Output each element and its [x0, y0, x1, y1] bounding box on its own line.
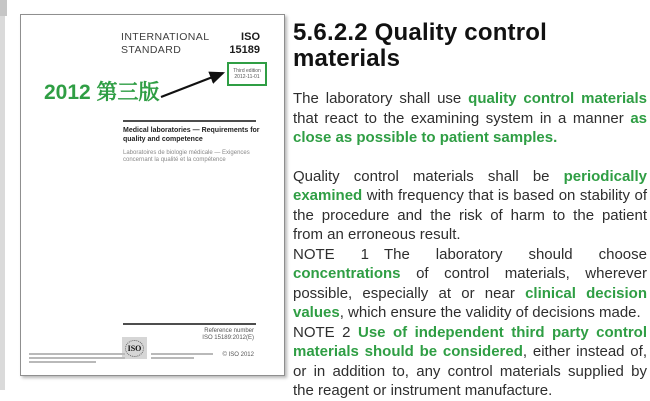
cover-header-line2: STANDARD: [121, 44, 182, 56]
paragraph-2: Quality control materials shall be periodically examined with frequency that is based on stability of the procedure and the risk of harm to the patient from an erroneous result.: [293, 167, 647, 243]
standard-number: 15189: [229, 44, 260, 56]
article-column: [293, 12, 647, 401]
paragraph-1: The laboratory shall use quality control materials that react to the examining system in a manner as close as possible to patient samples.: [293, 90, 647, 146]
iso-cover-page: [20, 14, 285, 376]
edition-box: [227, 62, 267, 86]
fineprint-line: [151, 357, 194, 359]
publisher-fineprint-placeholder: [151, 353, 213, 361]
iso-number-label: [229, 31, 260, 57]
cover-header-line1: INTERNATIONAL: [121, 31, 210, 43]
international-standard-label: [121, 31, 209, 57]
corner-fineprint-placeholder: [29, 353, 125, 365]
arrow-icon: [159, 67, 231, 101]
section-heading: 5.6.2.2 Quality control materials: [293, 19, 548, 72]
iso-logo: [122, 337, 147, 359]
paragraph-note-1: NOTE 1 The laboratory should choose concentrations of control materials, wherever possible, especially at or near clinical decision values, which ensure the validity of decisions made.: [293, 245, 647, 321]
copyright-notice: © ISO 2012: [222, 352, 254, 358]
reference-label: Reference number: [204, 328, 254, 334]
fineprint-line: [151, 353, 213, 355]
reference-block: [202, 328, 254, 342]
frame-edge-corner: [0, 0, 7, 16]
iso-logo-ring: [125, 340, 144, 357]
cover-title: Medical laboratories — Requirements for quality and competence: [123, 127, 260, 143]
cover-subtitle: Laboratoires de biologie médicale — Exigences concernant la qualité et la compétence: [123, 150, 250, 163]
reference-number: ISO 15189:2012(E): [202, 335, 254, 341]
cover-header: [121, 31, 260, 57]
edition-line2: 2012-11-01: [234, 74, 260, 80]
fineprint-line: [29, 361, 96, 363]
bottom-rule: [123, 323, 256, 325]
edition-line1: Third edition: [233, 68, 261, 74]
fineprint-line: [29, 353, 125, 355]
fineprint-line: [29, 357, 125, 359]
frame-edge-strip: [0, 8, 5, 390]
iso-label: ISO: [241, 31, 260, 43]
iso-logo-text: ISO: [127, 343, 142, 353]
title-rule: [123, 120, 256, 122]
edition-annotation: 2012 第三版: [44, 81, 160, 104]
paragraph-note-2: NOTE 2 Use of independent third party control materials should be considered, either instead of, or in addition to, any control materials supplied by the reagent or instrument manufacture.: [293, 323, 647, 399]
